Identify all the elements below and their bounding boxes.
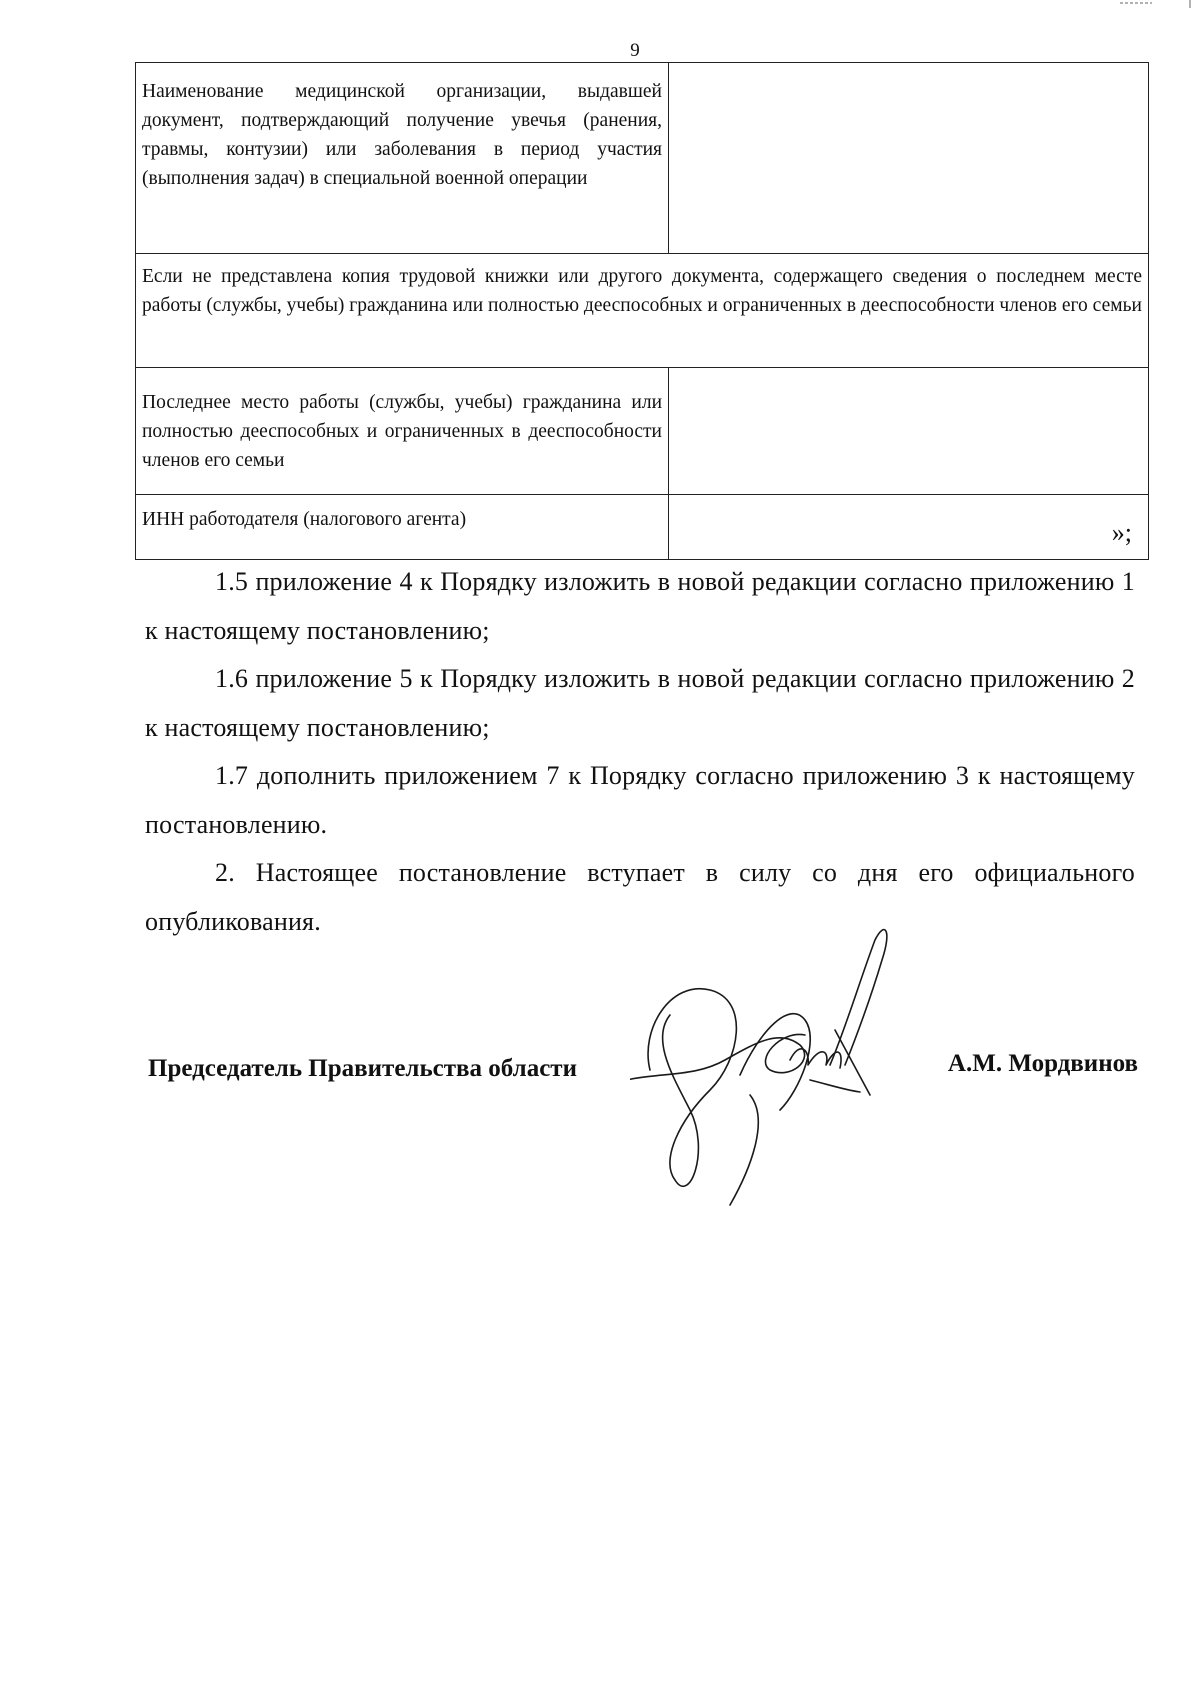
employment-note: Если не представлена копия трудовой книжки или другого документа, содержащего сведения о последнем месте работы (службы, учебы) гражданина или полностью дееспособных и ограниченных в дееспособности членов его семьи xyxy=(136,254,1149,368)
employer-inn-label: ИНН работодателя (налогового агента) xyxy=(136,495,669,560)
table-row xyxy=(136,495,1149,560)
paragraph-1-5: 1.5 приложение 4 к Порядку изложить в новой редакции согласно приложению 1 к настоящему постановлению; xyxy=(145,567,1135,645)
paragraph-1-7: 1.7 дополнить приложением 7 к Порядку согласно приложению 3 к настоящему постановлению. xyxy=(145,761,1135,839)
last-workplace-value xyxy=(669,368,1149,495)
employer-inn-value xyxy=(669,495,1149,560)
paragraph-1-6: 1.6 приложение 5 к Порядку изложить в новой редакции согласно приложению 2 к настоящему постановлению; xyxy=(145,664,1135,742)
table-row xyxy=(136,368,1149,495)
table-row xyxy=(136,254,1149,368)
form-table xyxy=(135,62,1149,560)
page-number: 9 xyxy=(630,40,640,61)
medical-organization-label: Наименование медицинской организации, выдавшей документ, подтверждающий получение увечья (ранения, травмы, контузии) или заболевания в период участия (выполнения задач) в специальной военной операции xyxy=(136,63,669,254)
table-row xyxy=(136,63,1149,254)
closing-quote: »; xyxy=(1111,518,1132,547)
signer-name: А.М. Мордвинов xyxy=(947,1050,1138,1077)
paragraph-2: 2. Настоящее постановление вступает в силу со дня его официального опубликования. xyxy=(145,858,1135,936)
medical-organization-value xyxy=(669,63,1149,254)
last-workplace-label: Последнее место работы (службы, учебы) гражданина или полностью дееспособных и ограниченных в дееспособности членов его семьи xyxy=(136,368,669,495)
handwritten-signature xyxy=(630,920,930,1210)
scan-edge-mark xyxy=(1040,0,1200,8)
resolution-body xyxy=(145,558,1135,946)
signer-title: Председатель Правительства области xyxy=(148,1055,577,1082)
